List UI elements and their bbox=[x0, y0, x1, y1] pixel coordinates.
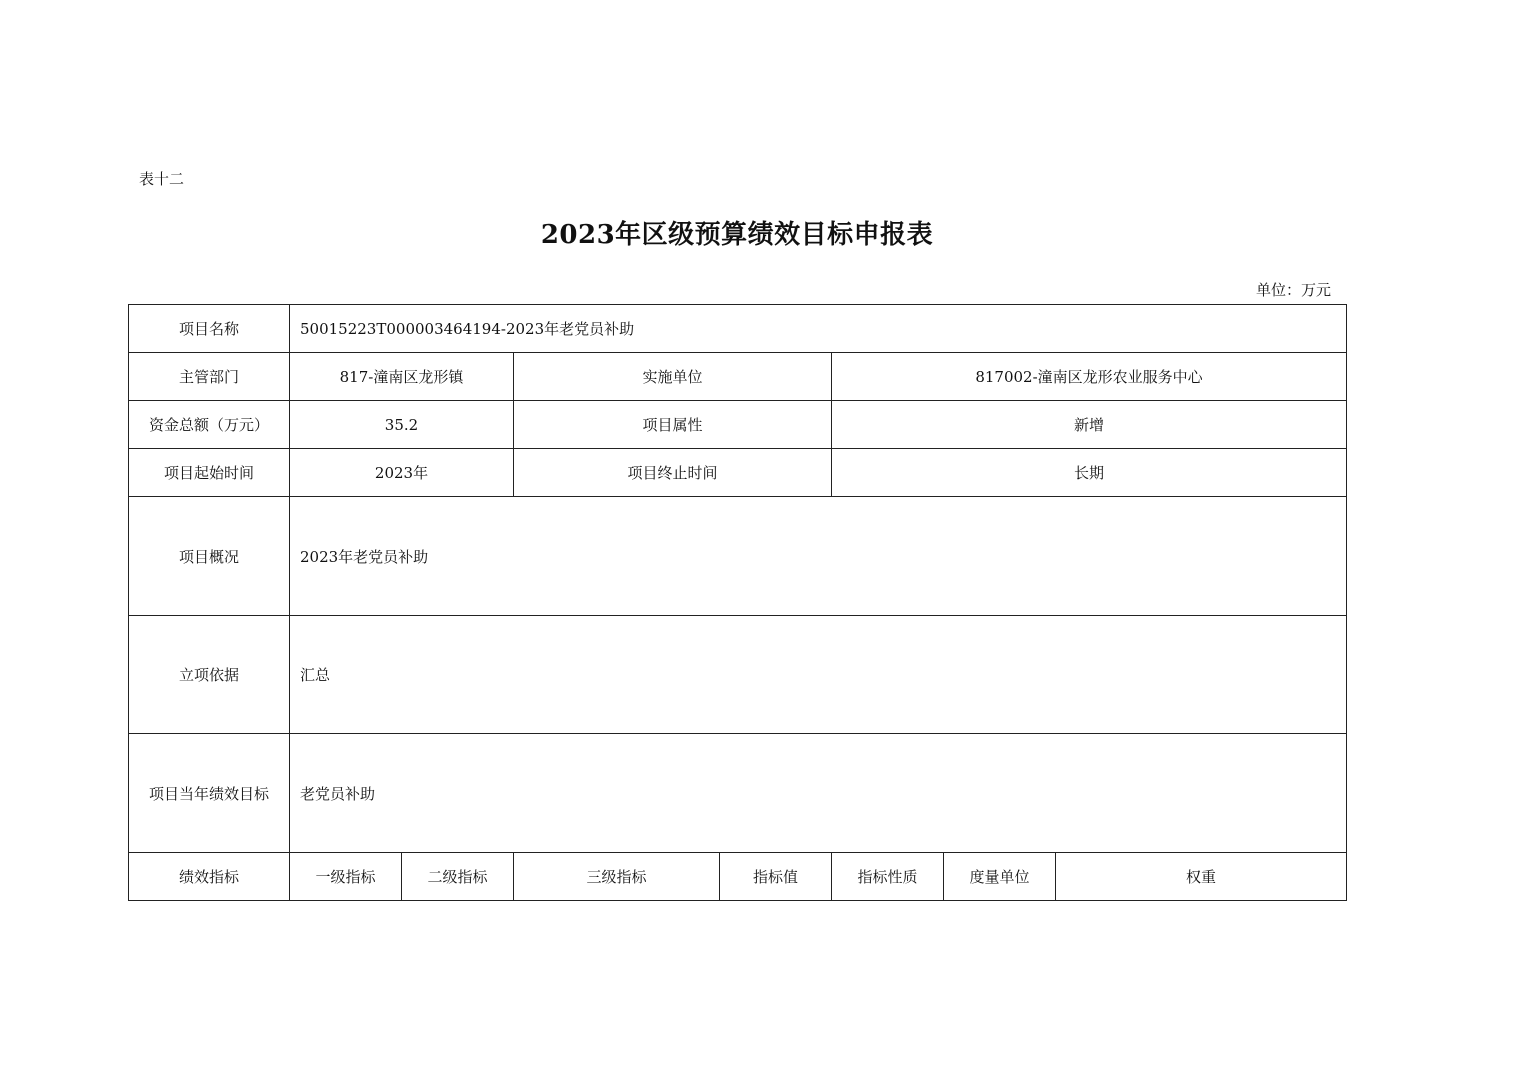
funds-value: 35.2 bbox=[290, 401, 514, 449]
funds-label: 资金总额（万元） bbox=[129, 401, 290, 449]
dept-label: 主管部门 bbox=[129, 353, 290, 401]
indicator-header-value: 指标值 bbox=[720, 853, 832, 901]
project-attr-value: 新增 bbox=[832, 401, 1347, 449]
dept-value: 817-潼南区龙形镇 bbox=[290, 353, 514, 401]
indicator-header-unit: 度量单位 bbox=[944, 853, 1056, 901]
start-time-value: 2023年 bbox=[290, 449, 514, 497]
end-time-value: 长期 bbox=[832, 449, 1347, 497]
unit-label: 单位：万元 bbox=[1256, 281, 1332, 299]
indicator-header-level1: 一级指标 bbox=[290, 853, 402, 901]
project-name-label: 项目名称 bbox=[129, 305, 290, 353]
project-attr-label: 项目属性 bbox=[514, 401, 832, 449]
indicator-header-level2: 二级指标 bbox=[402, 853, 514, 901]
budget-target-table bbox=[128, 304, 1347, 901]
basis-label: 立项依据 bbox=[129, 616, 290, 734]
start-time-label: 项目起始时间 bbox=[129, 449, 290, 497]
indicator-header-nature: 指标性质 bbox=[832, 853, 944, 901]
indicators-label: 绩效指标 bbox=[129, 853, 290, 901]
overview-label: 项目概况 bbox=[129, 497, 290, 616]
indicator-header-weight: 权重 bbox=[1056, 853, 1347, 901]
impl-unit-value: 817002-潼南区龙形农业服务中心 bbox=[832, 353, 1347, 401]
impl-unit-label: 实施单位 bbox=[514, 353, 832, 401]
end-time-label: 项目终止时间 bbox=[514, 449, 832, 497]
annual-target-label: 项目当年绩效目标 bbox=[129, 734, 290, 853]
table-number: 表十二 bbox=[139, 170, 185, 188]
overview-value: 2023年老党员补助 bbox=[290, 497, 1347, 616]
indicator-header-level3: 三级指标 bbox=[514, 853, 720, 901]
project-name-value: 50015223T000003464194-2023年老党员补助 bbox=[290, 305, 1347, 353]
annual-target-value: 老党员补助 bbox=[290, 734, 1347, 853]
basis-value: 汇总 bbox=[290, 616, 1347, 734]
document-title: 2023年区级预算绩效目标申报表 bbox=[540, 220, 934, 250]
